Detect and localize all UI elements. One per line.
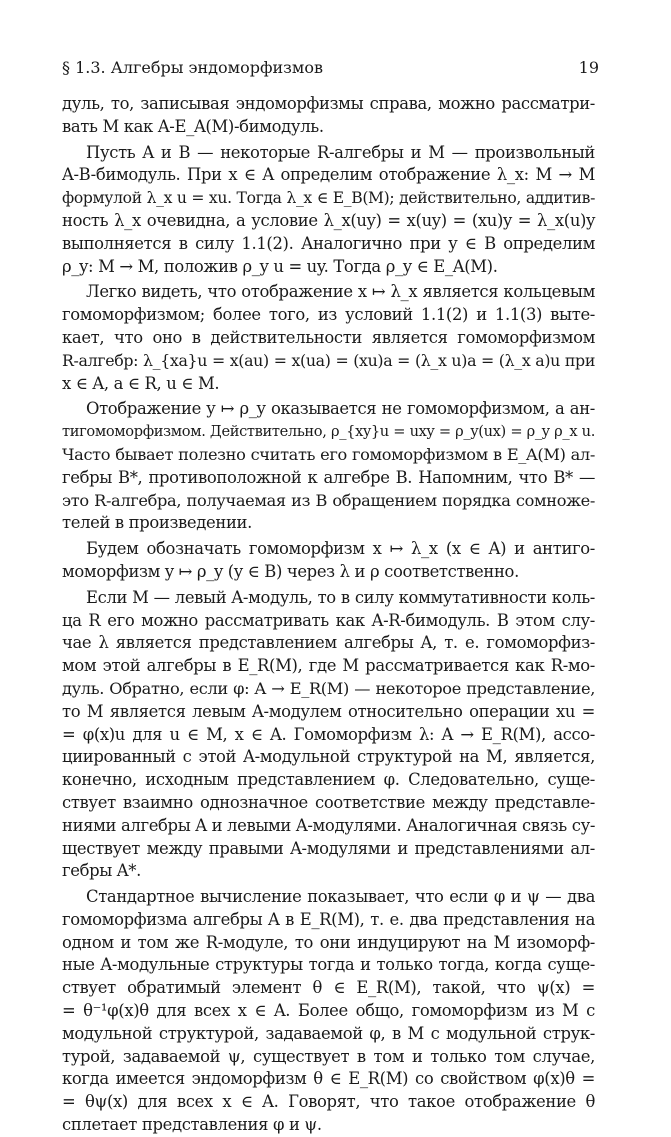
text-line: когда имеется эндоморфизм θ ∈ E_R(M) со свойством φ(x)θ = [62,1069,595,1089]
text-line: формулой λ_x u = xu. Тогда λ_x ∈ E_B(M); действительно, аддитив- [62,189,595,208]
text-line: Пусть A и B — некоторые R-алгебры и M — произвольный [86,142,595,162]
text-line: циированный с этой A-модульной структурой на M, является, [62,747,595,767]
text-line: A-B-бимодуль. При x ∈ A определим отображение λ_x: M → M [62,165,595,185]
text-line: моморфизм y ↦ ρ_y (y ∈ B) через λ и ρ соответственно. [62,561,519,581]
body-text [62,93,595,1137]
text-line: телей в произведении. [62,513,252,533]
text-line: гебры B*, противоположной к алгебре B. Напомним, что B* — [62,467,595,487]
text-line: тигомоморфизмом. Действительно, ρ_{xy}u = uxy = ρ_y(ux) = ρ_y ρ_x u. [62,423,595,441]
running-header [62,58,599,84]
text-line: = φ(x)u для u ∈ M, x ∈ A. Гомоморфизм λ: A → E_R(M), ассо- [62,724,595,744]
text-line: мом этой алгебры в E_R(M), где M рассматривается как R-мо- [62,656,595,676]
text-line: ществует между правыми A-модулями и представлениями ал- [62,838,595,858]
section-title: § 1.3. Алгебры эндоморфизмов [62,58,323,77]
text-line: кает, что оно в действительности является гомоморфизмом [62,327,595,347]
text-line: Легко видеть, что отображение x ↦ λ_x является кольцевым [86,282,595,302]
text-line: x ∈ A, a ∈ R, u ∈ M. [62,373,220,393]
text-line: это R-алгебра, получаемая из B обращением порядка сомноже- [62,490,595,510]
text-line: ствует обратимый элемент θ ∈ E_R(M), такой, что ψ(x) = [62,978,595,998]
text-line: ρ_y: M → M, положив ρ_y u = uy. Тогда ρ_y ∈ E_A(M). [62,256,498,276]
text-line: конечно, исходным представлением φ. Следовательно, суще- [62,770,595,790]
text-line: одном и том же R-модуле, то они индуцируют на M изоморф- [62,932,595,952]
text-line: = θ⁻¹φ(x)θ для всех x ∈ A. Более общо, гомоморфизм из M с [62,1001,595,1021]
text-line: Отображение y ↦ ρ_y оказывается не гомоморфизмом, а ан- [86,399,595,419]
text-line: выполняется в силу 1.1(2). Аналогично при y ∈ B определим [62,233,595,253]
text-line: гомоморфизма алгебры A в E_R(M), т. е. два представления на [62,909,595,929]
text-line: дуль, то, записывая эндоморфизмы справа, можно рассматри- [62,94,595,113]
text-line: гебры A*. [62,861,141,881]
text-line: ниями алгебры A и левыми A-модулями. Аналогичная связь су- [62,815,596,835]
text-line: чае λ является представлением алгебры A, т. е. гомоморфиз- [62,633,595,653]
text-line: Будем обозначать гомоморфизм x ↦ λ_x (x ∈ A) и антиго- [86,539,595,559]
text-line: ность λ_x очевидна, а условие λ_x(uy) = x(uy) = (xu)y = λ_x(u)y [62,210,595,230]
text-line: вать M как A-E_A(M)-бимодуль. [62,116,324,136]
text-line: ца R его можно рассматривать как A-R-бимодуль. В этом слу- [62,610,595,630]
text-line: ствует взаимно однозначное соответствие между представле- [62,792,595,812]
text-line: сплетает представления φ и ψ. [62,1115,322,1135]
text-line: модульной структурой, задаваемой φ, в M с модульной струк- [62,1023,595,1043]
text-line: Стандартное вычисление показывает, что если φ и ψ — два [86,887,595,907]
text-line: дуль. Обратно, если φ: A → E_R(M) — некоторое представление, [62,678,595,698]
page-number: 19 [578,58,599,77]
text-line: ные A-модульные структуры тогда и только тогда, когда суще- [62,955,595,975]
text-line: турой, задаваемой ψ, существует в том и только том случае, [62,1046,595,1066]
text-line: гомоморфизмом; более того, из условий 1.1(2) и 1.1(3) выте- [62,305,595,325]
text-line: Часто бывает полезно считать его гомоморфизмом в E_A(M) ал- [62,444,595,464]
text-line: R-алгебр: λ_{xa}u = x(au) = x(ua) = (xu)a = (λ_x u)a = (λ_x a)u при [62,350,595,370]
text-line: Если M — левый A-модуль, то в силу коммутативности коль- [86,587,595,607]
text-line: то M является левым A-модулем относительно операции xu = [62,701,595,721]
text-line: = θψ(x) для всех x ∈ A. Говорят, что такое отображение θ [62,1092,595,1112]
